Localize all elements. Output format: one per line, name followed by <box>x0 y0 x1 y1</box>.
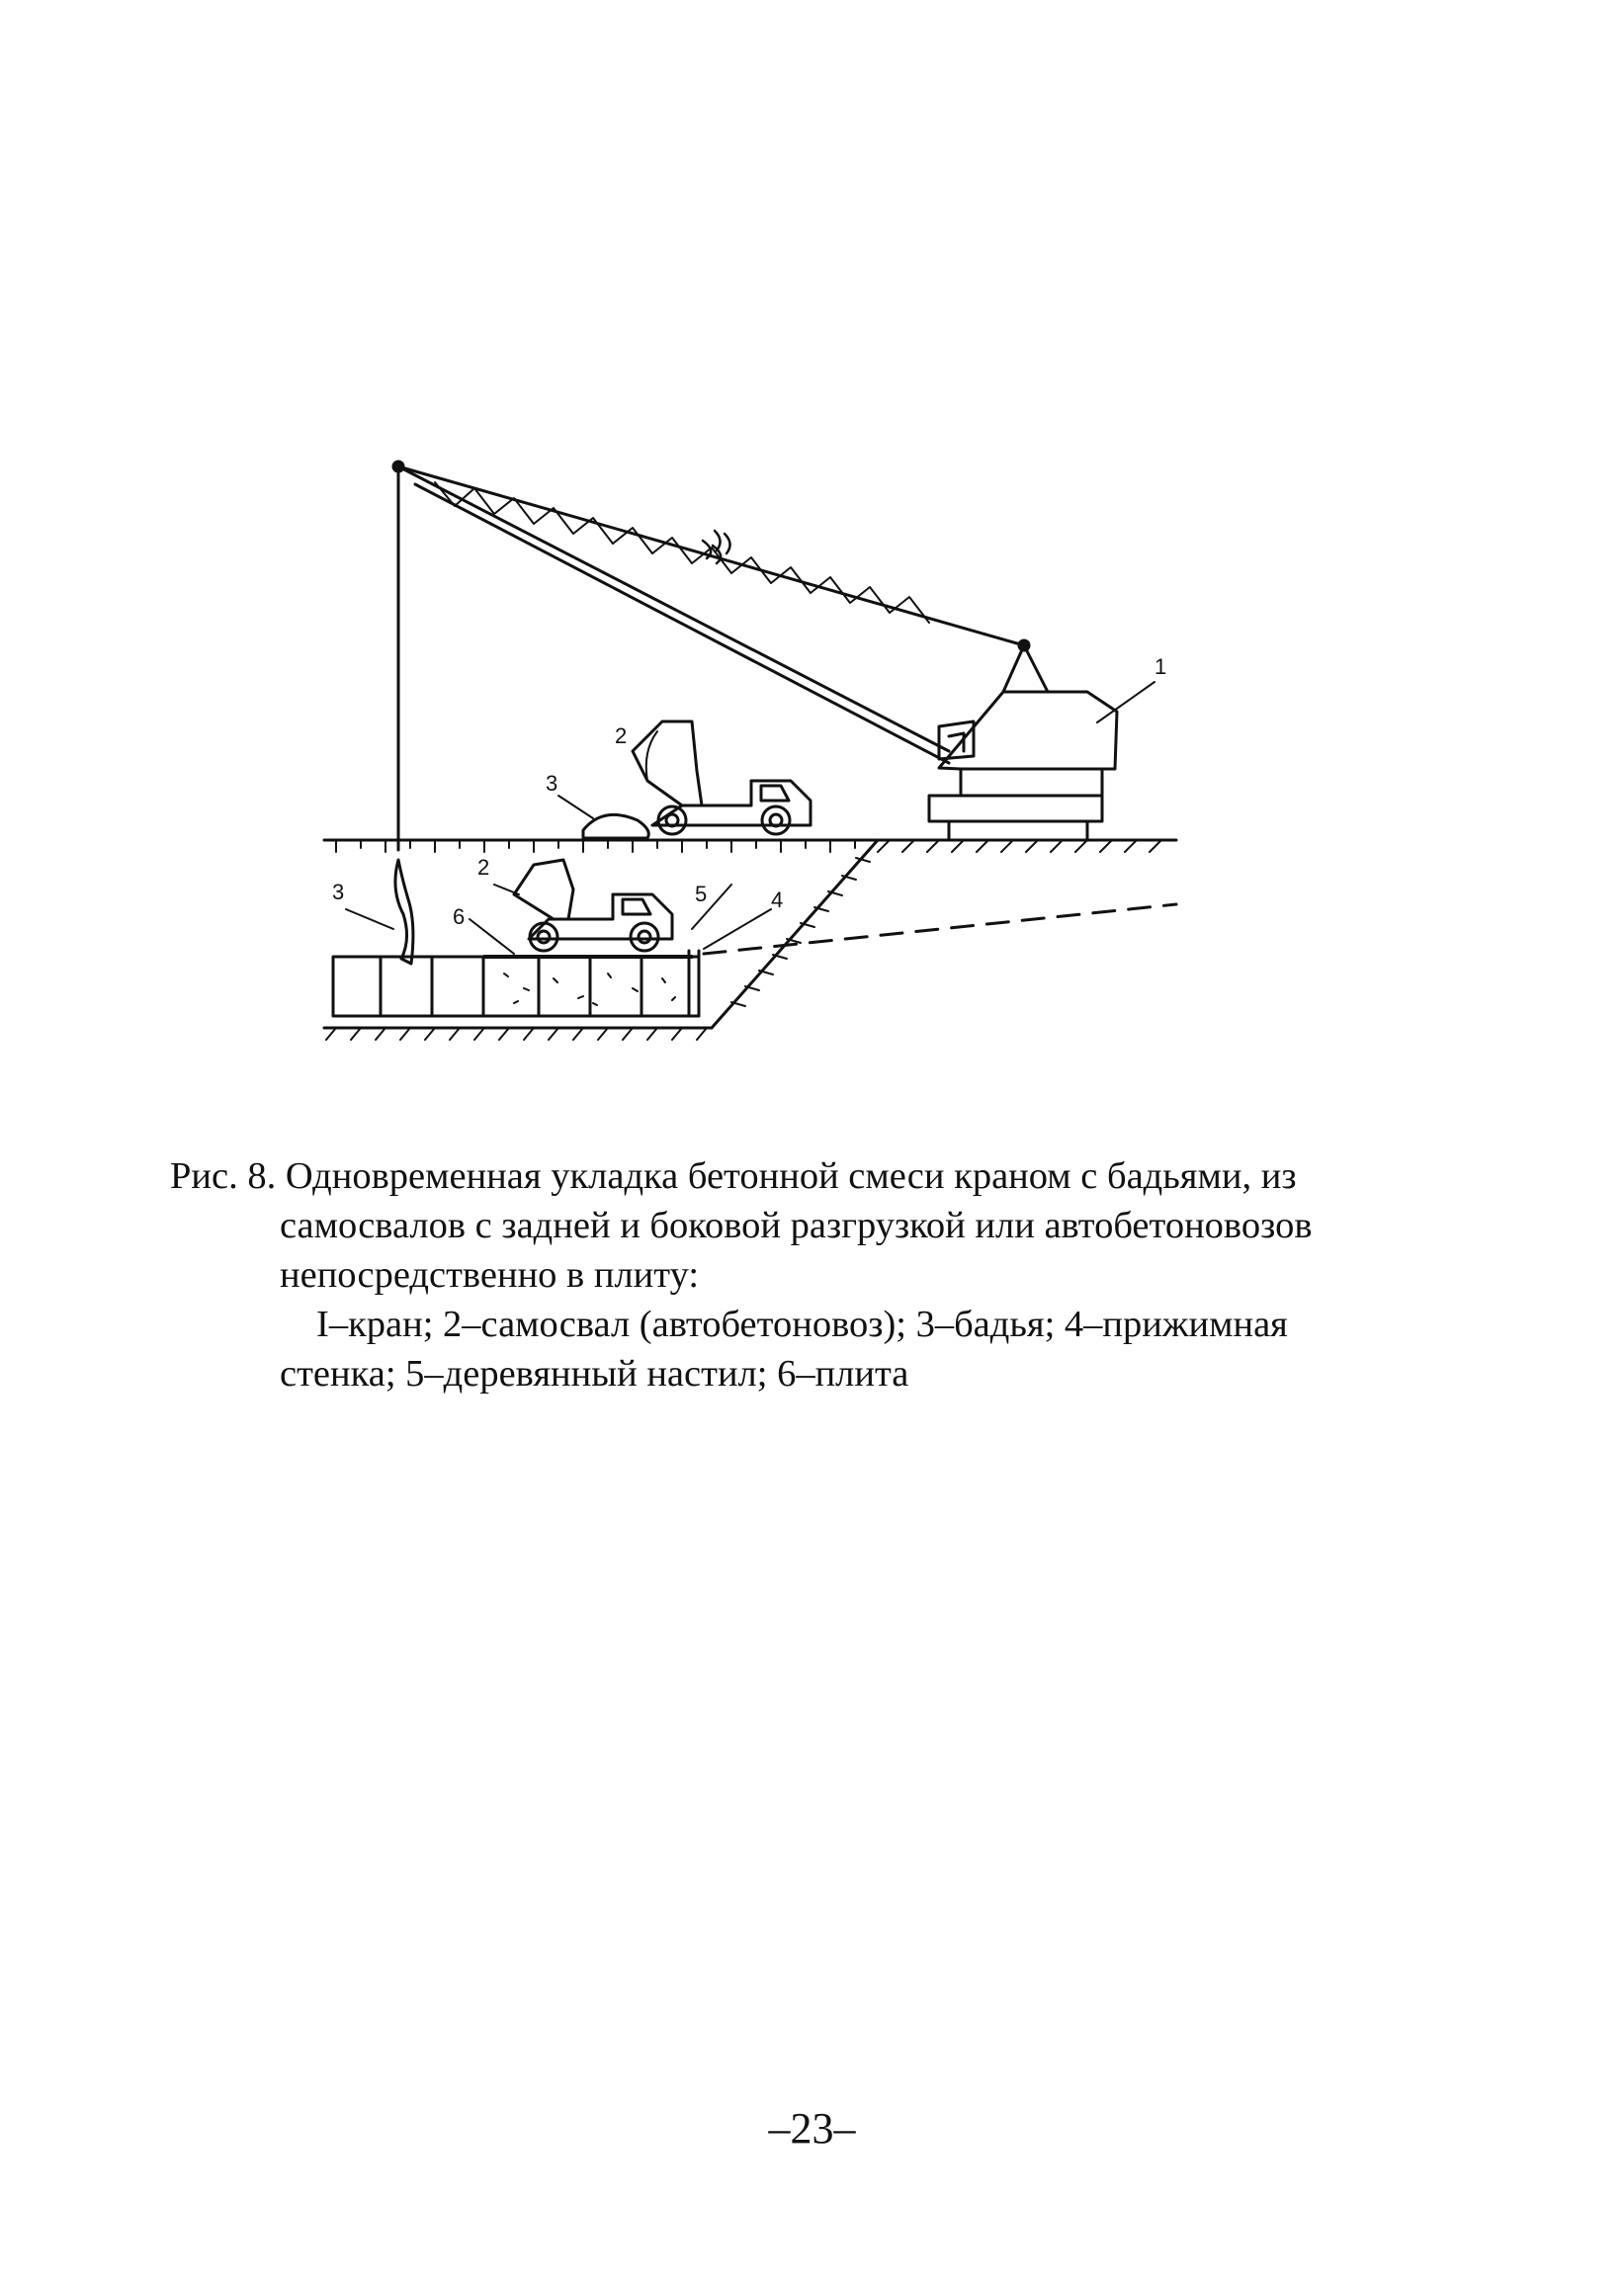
caption-line-2: самосвалов с задней и боковой разгрузкой или автобетоновозов <box>280 1205 1313 1246</box>
callout-bucket-hanging: 3 <box>332 880 345 904</box>
figure-caption <box>170 1151 1485 1398</box>
dump-truck-upper <box>558 721 811 838</box>
figure-crane-concrete-placement <box>0 0 1624 1107</box>
hanging-bucket <box>346 860 413 964</box>
ground-surface <box>324 840 1176 852</box>
legend-line-1: I–кран; 2–самосвал (автобетоновоз); 3–бадья; 4–прижимная <box>316 1304 1288 1345</box>
dump-truck-lower <box>494 860 672 951</box>
crane <box>393 462 1154 850</box>
caption-text-1: Одновременная укладка бетонной смеси краном с бадьями, из <box>285 1155 1297 1197</box>
callout-crane: 1 <box>1154 654 1167 679</box>
legend-line-2: стенка; 5–деревянный настил; 6–плита <box>280 1353 909 1395</box>
callout-wall: 4 <box>771 888 784 912</box>
caption-label: Рис. 8. <box>170 1155 277 1197</box>
callout-truck-upper: 2 <box>615 723 628 748</box>
callout-deck: 5 <box>695 882 708 906</box>
caption-line-3: непосредственно в плиту: <box>280 1254 700 1296</box>
callout-truck-lower: 2 <box>477 855 490 880</box>
figure-drawing <box>0 0 1624 1107</box>
callout-bucket-upper: 3 <box>546 771 558 796</box>
callout-slab: 6 <box>453 904 466 929</box>
excavation-pit <box>324 840 1176 1040</box>
caption-line-1 <box>170 1151 1485 1201</box>
concrete-slab <box>333 951 699 1016</box>
page-number: –23– <box>768 2104 856 2153</box>
